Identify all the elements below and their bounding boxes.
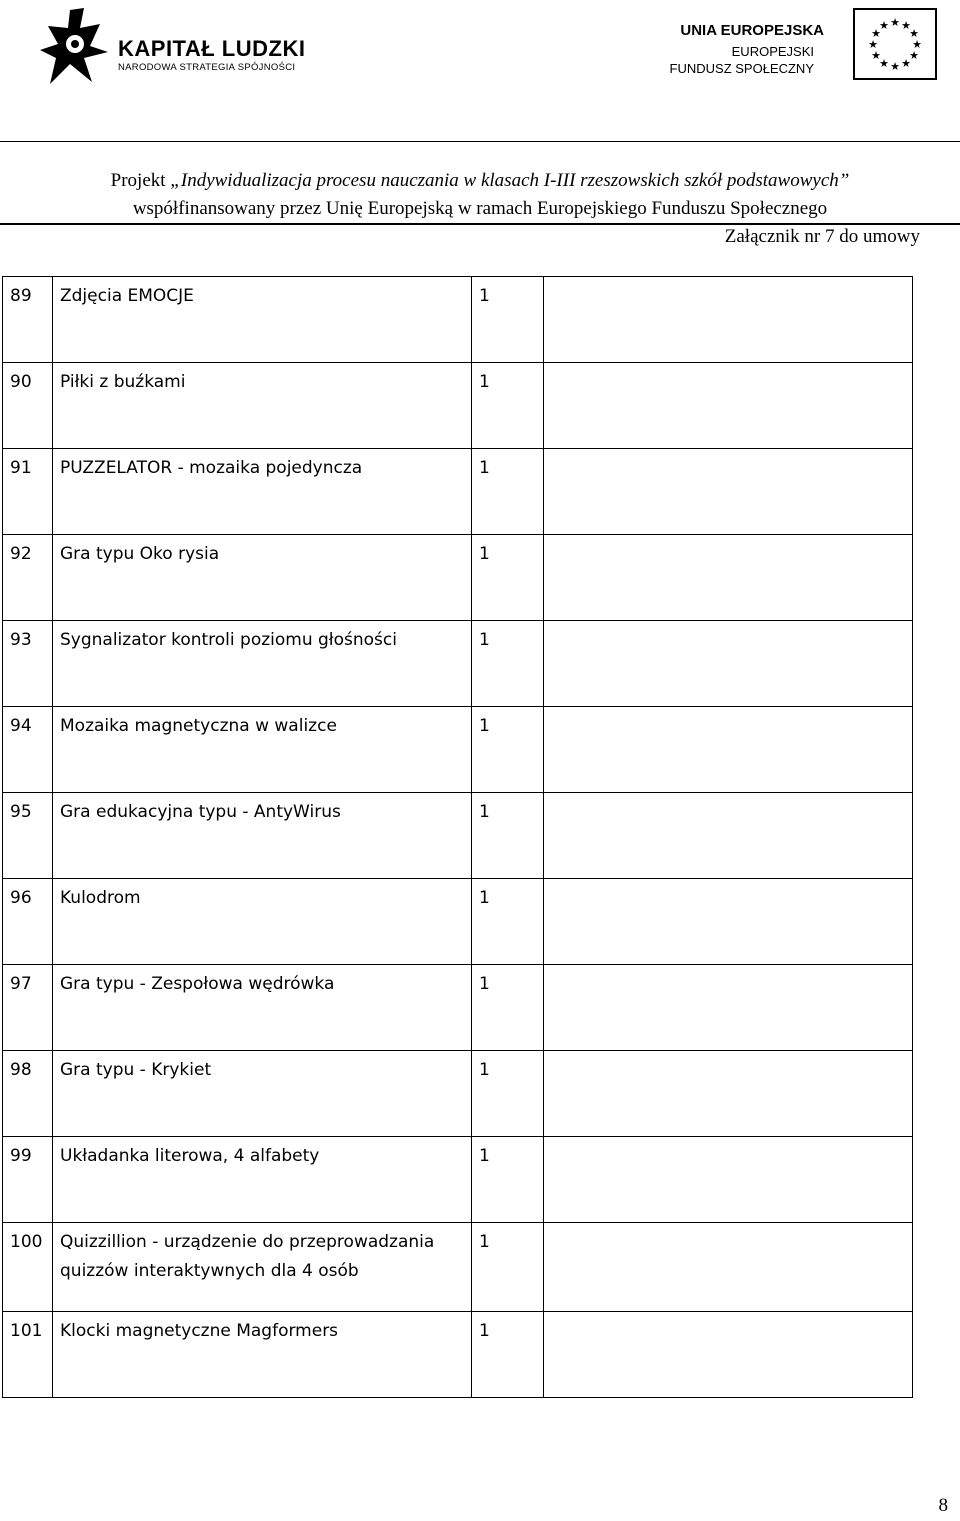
item-quantity: 1 <box>472 707 544 793</box>
header-divider <box>0 141 960 142</box>
table-row <box>3 965 913 1051</box>
svg-text:★: ★ <box>879 57 889 70</box>
empty-cell <box>544 277 913 363</box>
svg-text:★: ★ <box>879 19 889 32</box>
item-quantity: 1 <box>472 1051 544 1137</box>
item-quantity: 1 <box>472 535 544 621</box>
logo-left-subtitle: NARODOWA STRATEGIA SPÓJNOŚCI <box>118 62 296 73</box>
header-divider-lower <box>0 223 960 225</box>
empty-cell <box>544 793 913 879</box>
item-quantity: 1 <box>472 1223 544 1312</box>
item-name: PUZZELATOR - mozaika pojedyncza <box>53 449 472 535</box>
table-row <box>3 879 913 965</box>
row-number: 100 <box>3 1223 53 1312</box>
row-number: 97 <box>3 965 53 1051</box>
empty-cell <box>544 965 913 1051</box>
item-quantity: 1 <box>472 1312 544 1398</box>
table-row <box>3 1051 913 1137</box>
row-number: 98 <box>3 1051 53 1137</box>
item-quantity: 1 <box>472 621 544 707</box>
item-name: Mozaika magnetyczna w walizce <box>53 707 472 793</box>
eu-logo-line1: UNIA EUROPEJSKA <box>680 22 824 39</box>
svg-text:★: ★ <box>901 57 911 70</box>
row-number: 93 <box>3 621 53 707</box>
row-number: 99 <box>3 1137 53 1223</box>
project-prefix: Projekt <box>110 170 171 191</box>
row-number: 95 <box>3 793 53 879</box>
item-quantity: 1 <box>472 1137 544 1223</box>
item-name: Klocki magnetyczne Magformers <box>53 1312 472 1398</box>
empty-cell <box>544 707 913 793</box>
item-name: Układanka literowa, 4 alfabety <box>53 1137 472 1223</box>
svg-text:★: ★ <box>871 49 881 62</box>
project-title: „Indywidualizacja procesu nauczania w klasach I-III rzeszowskich szkół podstawowych” <box>170 170 850 191</box>
kapital-ludzki-logo <box>40 6 310 86</box>
item-name: Gra typu - Krykiet <box>53 1051 472 1137</box>
page-number: 8 <box>938 1495 948 1516</box>
empty-cell <box>544 1137 913 1223</box>
row-number: 92 <box>3 535 53 621</box>
item-quantity: 1 <box>472 879 544 965</box>
svg-text:★: ★ <box>871 27 881 40</box>
eu-logo-line3: FUNDUSZ SPOŁECZNY <box>669 61 814 76</box>
item-name: Piłki z buźkami <box>53 363 472 449</box>
item-quantity: 1 <box>472 363 544 449</box>
row-number: 90 <box>3 363 53 449</box>
row-number: 96 <box>3 879 53 965</box>
empty-cell <box>544 621 913 707</box>
item-name: Quizzillion - urządzenie do przeprowadzania quizzów interaktywnych dla 4 osób <box>53 1223 472 1312</box>
eu-logo <box>655 8 940 84</box>
empty-cell <box>544 1223 913 1312</box>
table-row <box>3 535 913 621</box>
svg-text:★: ★ <box>909 27 919 40</box>
item-quantity: 1 <box>472 449 544 535</box>
table-row <box>3 1312 913 1398</box>
empty-cell <box>544 535 913 621</box>
table-row <box>3 621 913 707</box>
item-quantity: 1 <box>472 277 544 363</box>
svg-text:★: ★ <box>912 38 922 51</box>
item-name: Gra edukacyjna typu - AntyWirus <box>53 793 472 879</box>
table-row <box>3 1223 913 1312</box>
eu-logo-line2: EUROPEJSKI <box>731 44 814 59</box>
empty-cell <box>544 879 913 965</box>
svg-text:★: ★ <box>868 38 878 51</box>
eu-flag-icon <box>853 8 937 80</box>
table-row <box>3 449 913 535</box>
item-quantity: 1 <box>472 965 544 1051</box>
table-row <box>3 1137 913 1223</box>
item-name: Kulodrom <box>53 879 472 965</box>
cofinancing-line: współfinansowany przez Unię Europejską w ramach Europejskiego Funduszu Społecznego <box>132 198 828 219</box>
row-number: 91 <box>3 449 53 535</box>
row-number: 94 <box>3 707 53 793</box>
items-table <box>2 276 913 1398</box>
item-name: Gra typu Oko rysia <box>53 535 472 621</box>
row-number: 89 <box>3 277 53 363</box>
annex-label: Załącznik nr 7 do umowy <box>724 226 920 247</box>
empty-cell <box>544 1051 913 1137</box>
empty-cell <box>544 1312 913 1398</box>
table-row <box>3 363 913 449</box>
svg-text:★: ★ <box>901 19 911 32</box>
table-row <box>3 707 913 793</box>
project-line <box>0 170 960 192</box>
item-name: Sygnalizator kontroli poziomu głośności <box>53 621 472 707</box>
item-name: Zdjęcia EMOCJE <box>53 277 472 363</box>
svg-text:★: ★ <box>890 16 900 29</box>
svg-text:★: ★ <box>909 49 919 62</box>
logo-left-title: KAPITAŁ LUDZKI <box>118 36 306 61</box>
kapital-ludzki-emblem-icon <box>40 6 112 86</box>
empty-cell <box>544 449 913 535</box>
svg-text:★: ★ <box>890 60 900 73</box>
item-quantity: 1 <box>472 793 544 879</box>
table-row <box>3 277 913 363</box>
row-number: 101 <box>3 1312 53 1398</box>
empty-cell <box>544 363 913 449</box>
item-name: Gra typu - Zespołowa wędrówka <box>53 965 472 1051</box>
table-row <box>3 793 913 879</box>
